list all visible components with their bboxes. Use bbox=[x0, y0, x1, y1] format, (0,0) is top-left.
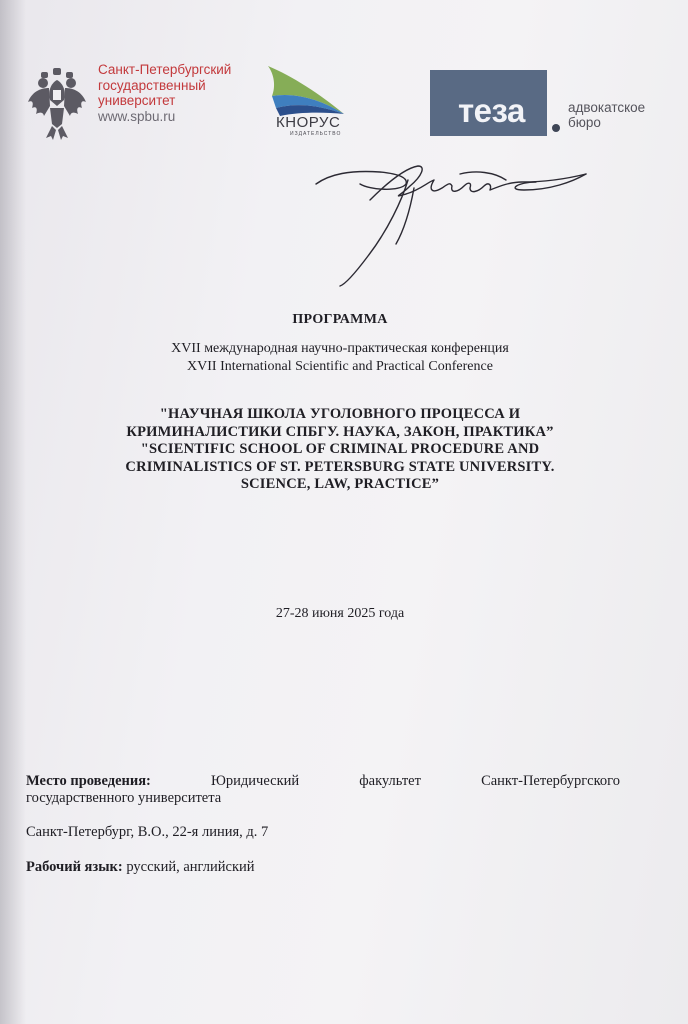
conference-title-en: XVII International Scientific and Practical Conference bbox=[187, 359, 493, 374]
page-edge-shadow bbox=[0, 0, 26, 1024]
sail-icon bbox=[262, 62, 352, 118]
teza-dot bbox=[552, 124, 560, 132]
program-heading: ПРОГРАММА bbox=[292, 312, 388, 327]
knorus-logo bbox=[262, 62, 352, 152]
conference-title-ru: XVII международная научно-практическая конференция bbox=[171, 341, 509, 356]
topic-line: "SCIENTIFIC SCHOOL OF CRIMINAL PROCEDURE AND bbox=[140, 441, 540, 457]
language-label: Рабочий язык: bbox=[26, 859, 123, 875]
spbu-name-line: университет bbox=[98, 93, 176, 108]
teza-caption-line: адвокатское bbox=[568, 100, 646, 115]
working-language bbox=[26, 859, 620, 876]
spbu-name-line: государственный bbox=[98, 77, 206, 93]
venue-word: Санкт-Петербургского bbox=[481, 773, 620, 789]
topic-line: CRIMINALISTICS OF ST. PETERSBURG STATE UNIVERSITY. bbox=[125, 458, 555, 475]
venue-block bbox=[26, 773, 620, 807]
venue-label: Место проведения: bbox=[26, 773, 151, 789]
double-headed-eagle-crest-icon bbox=[26, 66, 88, 142]
teza-wordmark: теза bbox=[458, 92, 525, 129]
spbu-name-line: Санкт-Петербургский bbox=[98, 62, 232, 77]
knorus-subtitle: ИЗДАТЕЛЬСТВО bbox=[290, 131, 342, 137]
teza-caption-line: бюро bbox=[568, 115, 601, 130]
teza-caption bbox=[568, 100, 645, 130]
language-value: русский, английский bbox=[126, 859, 255, 875]
teza-logo bbox=[430, 70, 547, 136]
venue-line-2: государственного университета bbox=[26, 790, 222, 806]
conference-date: 27-28 июня 2025 года bbox=[275, 606, 405, 621]
spbu-logo bbox=[26, 62, 246, 142]
topic-line: "НАУЧНАЯ ШКОЛА УГОЛОВНОГО ПРОЦЕССА И bbox=[159, 406, 521, 422]
knorus-wordmark: КНОРУС bbox=[276, 114, 341, 131]
topic-line: КРИМИНАЛИСТИКИ СПБГУ. НАУКА, ЗАКОН, ПРАКТИКА” bbox=[126, 423, 554, 440]
venue-address: Санкт-Петербург, В.О., 22-я линия, д. 7 bbox=[26, 824, 269, 840]
spbu-website: www.spbu.ru bbox=[98, 108, 176, 124]
venue-word: факультет bbox=[359, 773, 421, 789]
venue-word: Юридический bbox=[211, 773, 300, 789]
handwritten-signature-icon bbox=[310, 160, 600, 290]
conference-title bbox=[40, 340, 640, 376]
topic-line: SCIENCE, LAW, PRACTICE” bbox=[240, 476, 440, 492]
conference-topic bbox=[40, 406, 640, 494]
